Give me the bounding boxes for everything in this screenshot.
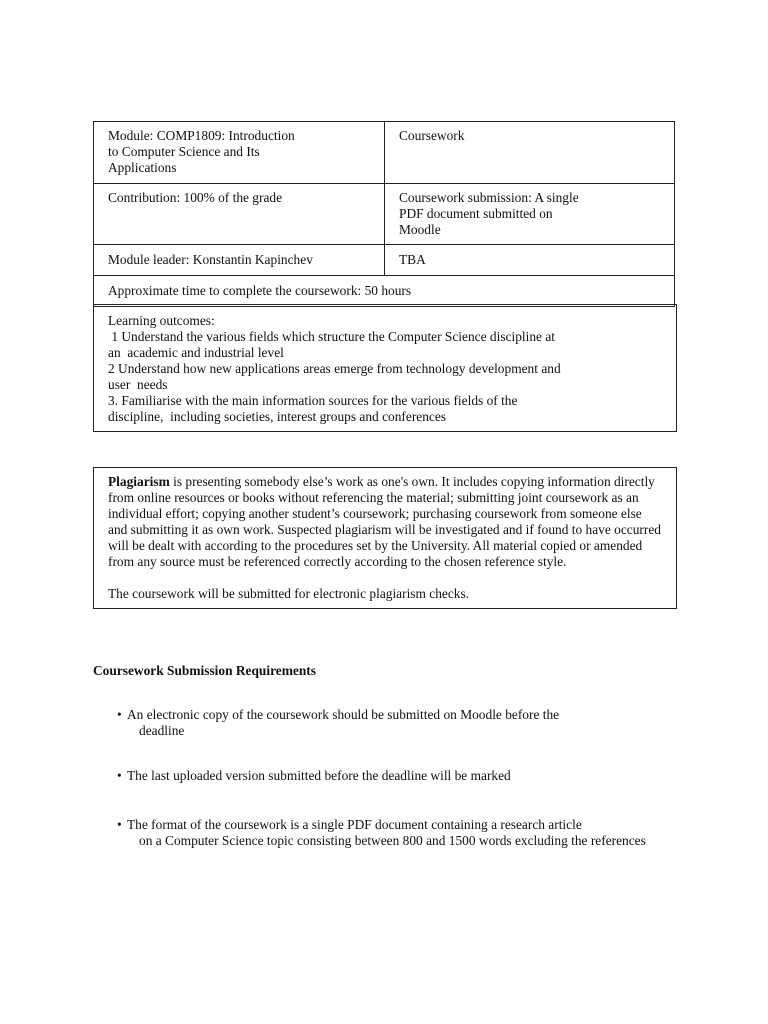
- module-line: Applications: [108, 160, 177, 175]
- bullet-icon: •: [117, 817, 122, 832]
- table-row: [94, 276, 675, 307]
- section-title: Coursework Submission Requirements: [93, 663, 316, 678]
- submission-cell: [385, 184, 675, 245]
- table-row: [94, 122, 675, 184]
- plagiarism-paragraph: [108, 474, 662, 570]
- approx-time-cell: Approximate time to complete the coursework: 50 hours: [94, 276, 675, 307]
- requirement-text: The format of the coursework is a single PDF document containing a research article: [127, 817, 582, 832]
- requirement-text-cont: on a Computer Science topic consisting between 800 and 1500 words excluding the references: [139, 833, 646, 848]
- plagiarism-note: The coursework will be submitted for electronic plagiarism checks.: [108, 586, 470, 601]
- bullet-icon: •: [117, 707, 122, 722]
- requirement-text: An electronic copy of the coursework should be submitted on Moodle before the: [127, 707, 560, 722]
- requirement-item: [117, 817, 677, 849]
- plagiarism-box: [93, 467, 677, 609]
- learning-outcome-line: 2 Understand how new applications areas emerge from technology development and: [108, 361, 561, 376]
- learning-outcomes-heading: Learning outcomes:: [108, 313, 215, 328]
- module-info-table: [93, 121, 675, 307]
- module-cell: [94, 122, 385, 184]
- submission-line: Moodle: [399, 222, 441, 237]
- learning-outcome-line: discipline, including societies, interest groups and conferences: [108, 409, 447, 424]
- assessment-type-cell: Coursework: [385, 122, 675, 184]
- bullet-icon: •: [117, 768, 122, 783]
- learning-outcome-line: 1 Understand the various fields which structure the Computer Science discipline at: [108, 329, 555, 344]
- learning-outcome-line: an academic and industrial level: [108, 345, 284, 360]
- module-line: Module: COMP1809: Introduction: [108, 128, 295, 143]
- learning-outcome-line: user needs: [108, 377, 168, 392]
- requirement-item: [117, 768, 677, 784]
- module-leader-cell: Module leader: Konstantin Kapinchev: [94, 245, 385, 276]
- submission-line: Coursework submission: A single: [399, 190, 579, 205]
- table-row: [94, 184, 675, 245]
- plagiarism-term: Plagiarism: [108, 474, 170, 489]
- requirement-text: The last uploaded version submitted before the deadline will be marked: [127, 768, 511, 783]
- requirement-text-cont: deadline: [139, 723, 185, 738]
- table-row: [94, 245, 675, 276]
- module-line: to Computer Science and Its: [108, 144, 260, 159]
- learning-outcomes-box: [93, 304, 677, 432]
- submission-line: PDF document submitted on: [399, 206, 553, 221]
- contribution-cell: Contribution: 100% of the grade: [94, 184, 385, 245]
- learning-outcome-line: 3. Familiarise with the main information sources for the various fields of the: [108, 393, 518, 408]
- plagiarism-text: is presenting somebody else’s work as one's own. It includes copying information directly from online resources or books without referencing the material; submitting joint coursework as an individual effort; copying another student’s coursework; purchasing coursework from someone else and submitting it as own work. Suspected plagiarism will be investigated and if found to have occurred will be dealt with according to the procedures set by the University. All material copied or amended from any source must be referenced correctly according to the chosen reference style.: [108, 474, 661, 569]
- requirement-item: [117, 707, 677, 739]
- deadline-cell: TBA: [385, 245, 675, 276]
